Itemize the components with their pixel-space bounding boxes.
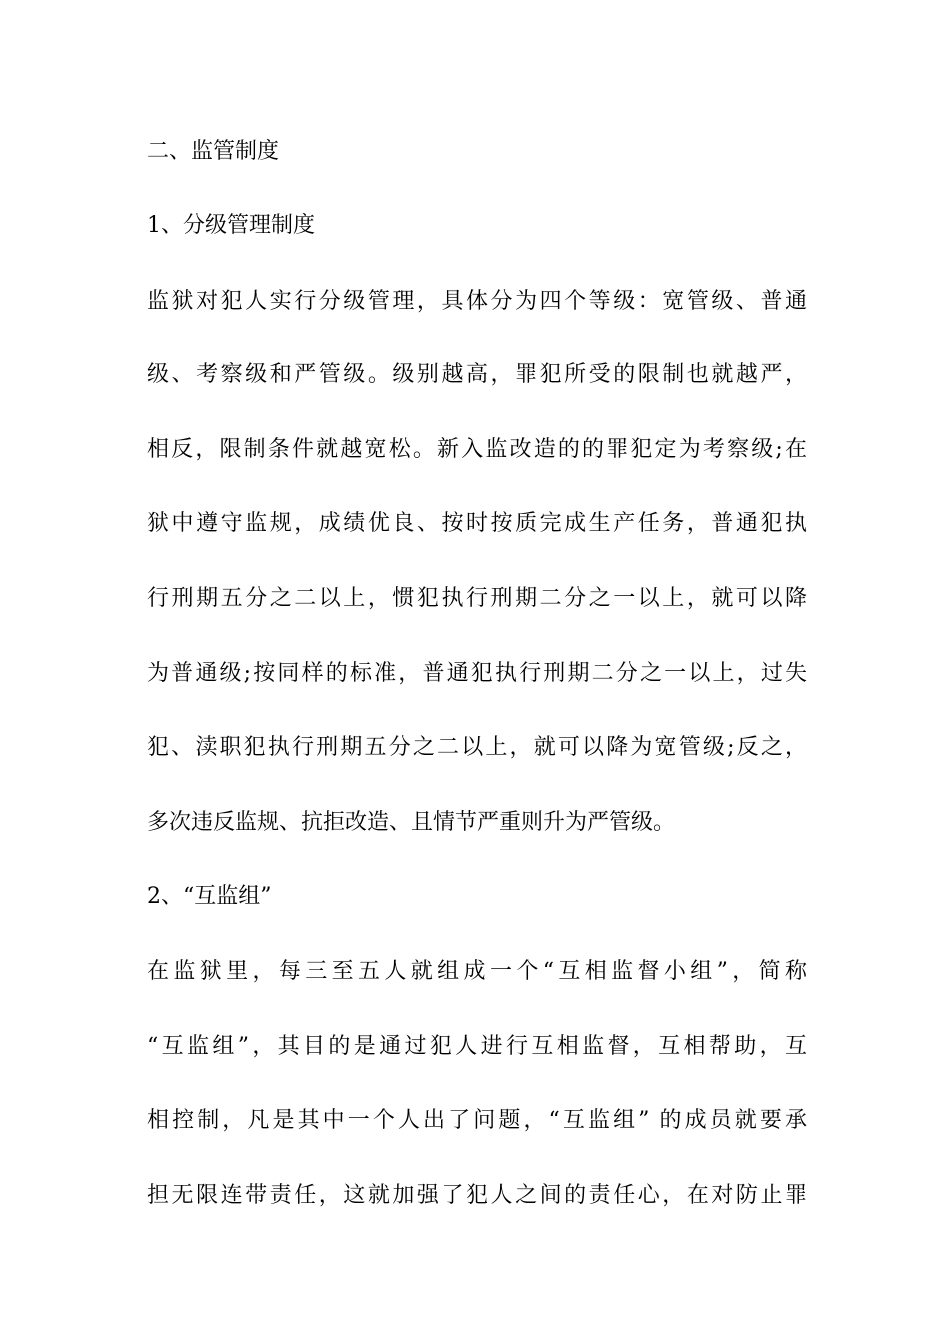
paragraph-line: 相控制，凡是其中一个人出了问题，“互监组” 的成员就要承 (147, 1108, 807, 1133)
paragraph-line: 担无限连带责任，这就加强了犯人之间的责任心，在对防止罪 (147, 1183, 807, 1208)
paragraph-line: “互监组”，其目的是通过犯人进行互相监督，互相帮助，互 (147, 1034, 807, 1059)
paragraph-line: 犯、渎职犯执行刑期五分之二以上，就可以降为宽管级;反之， (147, 735, 807, 760)
section-heading: 二、监管制度 (147, 139, 280, 164)
paragraph-line: 级、考察级和严管级。级别越高，罪犯所受的限制也就越严， (147, 362, 807, 387)
paragraph-line: 行刑期五分之二以上，惯犯执行刑期二分之一以上，就可以降 (147, 586, 807, 611)
paragraph-line: 多次违反监规、抗拒改造、且情节严重则升为严管级。 (147, 810, 676, 835)
paragraph-line: 在监狱里，每三至五人就组成一个“互相监督小组”，简称 (147, 959, 807, 984)
subsection-heading-grading: 1、分级管理制度 (147, 213, 315, 238)
subsection-heading-mutual-supervision: 2、“互监组” (147, 884, 272, 909)
paragraph-line: 狱中遵守监规，成绩优良、按时按质完成生产任务，普通犯执 (147, 511, 807, 536)
paragraph-line: 为普通级;按同样的标准，普通犯执行刑期二分之一以上，过失 (147, 661, 807, 686)
paragraph-line: 监狱对犯人实行分级管理，具体分为四个等级：宽管级、普通 (147, 289, 807, 314)
paragraph-line: 相反，限制条件就越宽松。新入监改造的的罪犯定为考察级;在 (147, 437, 807, 462)
